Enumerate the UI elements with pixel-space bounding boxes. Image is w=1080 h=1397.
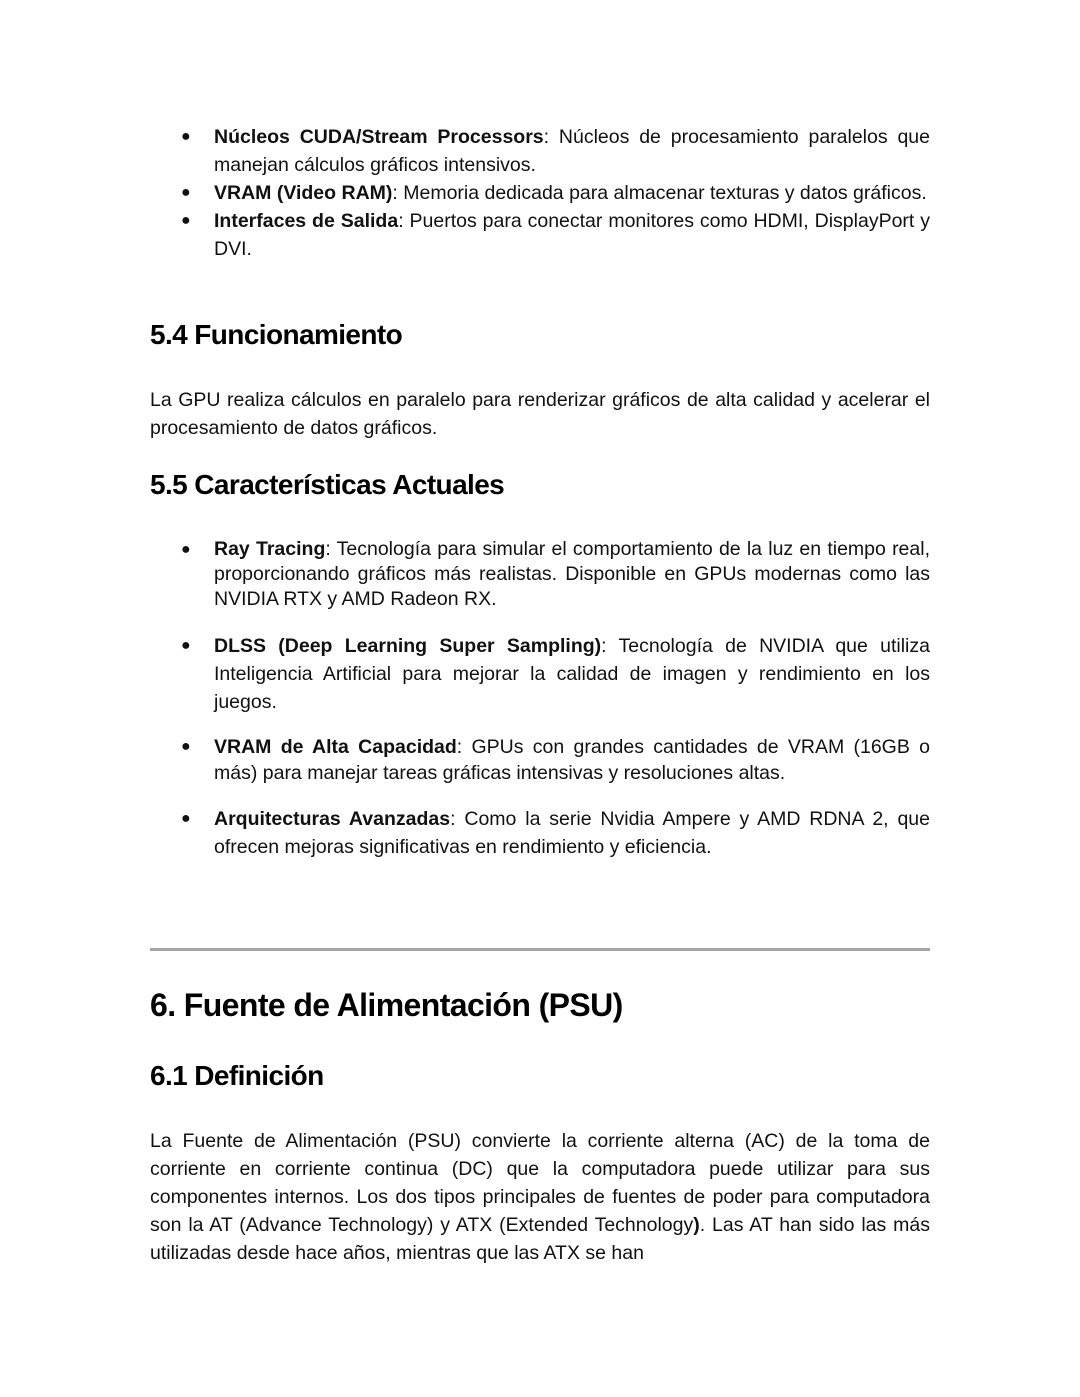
- list-item-desc: : Como la serie Nvidia Ampere y AMD RDNA 2, que ofrecen mejoras significativas en rendimiento y eficiencia.: [214, 808, 930, 858]
- list-item: [150, 123, 930, 179]
- list-item-term: Interfaces de Salida: [214, 210, 399, 232]
- list-item: [150, 537, 930, 612]
- bullet-icon: ●: [181, 637, 191, 654]
- list-item-desc: : Tecnología de NVIDIA que utiliza Inteligencia Artificial para mejorar la calidad de imagen y rendimiento en los juegos.: [214, 635, 930, 713]
- section-heading-5-4: 5.4 Funcionamiento: [150, 319, 403, 350]
- section-heading-5-5: 5.5 Características Actuales: [150, 469, 505, 500]
- section-heading-6-1: 6.1 Definición: [150, 1060, 324, 1091]
- list-item: [150, 179, 930, 207]
- paragraph-bold-paren: ): [693, 1214, 700, 1236]
- bullet-icon: ●: [181, 738, 191, 755]
- list-item-sep: :: [392, 182, 398, 204]
- section-paragraph-5-4: La GPU realiza cálculos en paralelo para renderizar gráficos de alta calidad y acelerar el procesamiento de datos gráficos.: [150, 389, 930, 439]
- paragraph-text-part2: . Las AT han sido las más utilizadas desde hace años, mientras que las ATX se han: [150, 1214, 930, 1264]
- list-item-sep: :: [398, 210, 404, 232]
- list-item-term: Arquitecturas Avanzadas: [214, 808, 451, 830]
- list-item-desc: : GPUs con grandes cantidades de VRAM (16GB o más) para manejar tareas gráficas intensivas y resoluciones altas.: [214, 736, 930, 784]
- section-divider: [150, 948, 930, 951]
- list-item-term: VRAM (Video RAM): [214, 182, 393, 204]
- bullet-icon: ●: [181, 541, 191, 558]
- features-list: [150, 537, 930, 861]
- list-item-sep: :: [543, 126, 550, 148]
- list-item: [150, 734, 930, 786]
- bullet-icon: ●: [181, 184, 191, 201]
- list-item: [150, 632, 930, 716]
- bullet-icon: ●: [181, 128, 191, 145]
- components-list: [150, 123, 930, 263]
- list-item-term: Núcleos CUDA/Stream Processors: [214, 126, 544, 148]
- list-item-term: VRAM de Alta Capacidad: [214, 736, 457, 758]
- bullet-icon: ●: [181, 212, 191, 229]
- list-item-desc: Puertos para conectar monitores como HDMI, DisplayPort y DVI.: [214, 210, 931, 260]
- section-paragraph-6-1: [150, 1127, 930, 1267]
- list-item-desc: Memoria dedicada para almacenar texturas y datos gráficos.: [397, 182, 927, 204]
- list-item: [150, 207, 930, 263]
- list-item-term: Ray Tracing: [214, 538, 326, 560]
- list-item: [150, 805, 930, 861]
- bullet-icon: ●: [181, 810, 191, 827]
- section-heading-6: 6. Fuente de Alimentación (PSU): [150, 987, 623, 1023]
- list-item-desc: : Tecnología para simular el comportamiento de la luz en tiempo real, proporcionando gráficos más realistas. Disponible en GPUs modernas como las NVIDIA RTX y AMD Radeon RX.: [214, 538, 930, 610]
- list-item-term: DLSS (Deep Learning Super Sampling): [214, 635, 602, 657]
- paragraph-text-part1: La Fuente de Alimentación (PSU) convierte la corriente alterna (AC) de la toma de corriente en corriente continua (DC) que la computadora puede utilizar para sus componentes internos. Los dos tipos principales de fuentes de poder para computadora son la AT (Advance Technology) y ATX (Extended Technology: [150, 1130, 930, 1236]
- list-item-desc: Núcleos de procesamiento paralelos que manejan cálculos gráficos intensivos.: [214, 126, 930, 176]
